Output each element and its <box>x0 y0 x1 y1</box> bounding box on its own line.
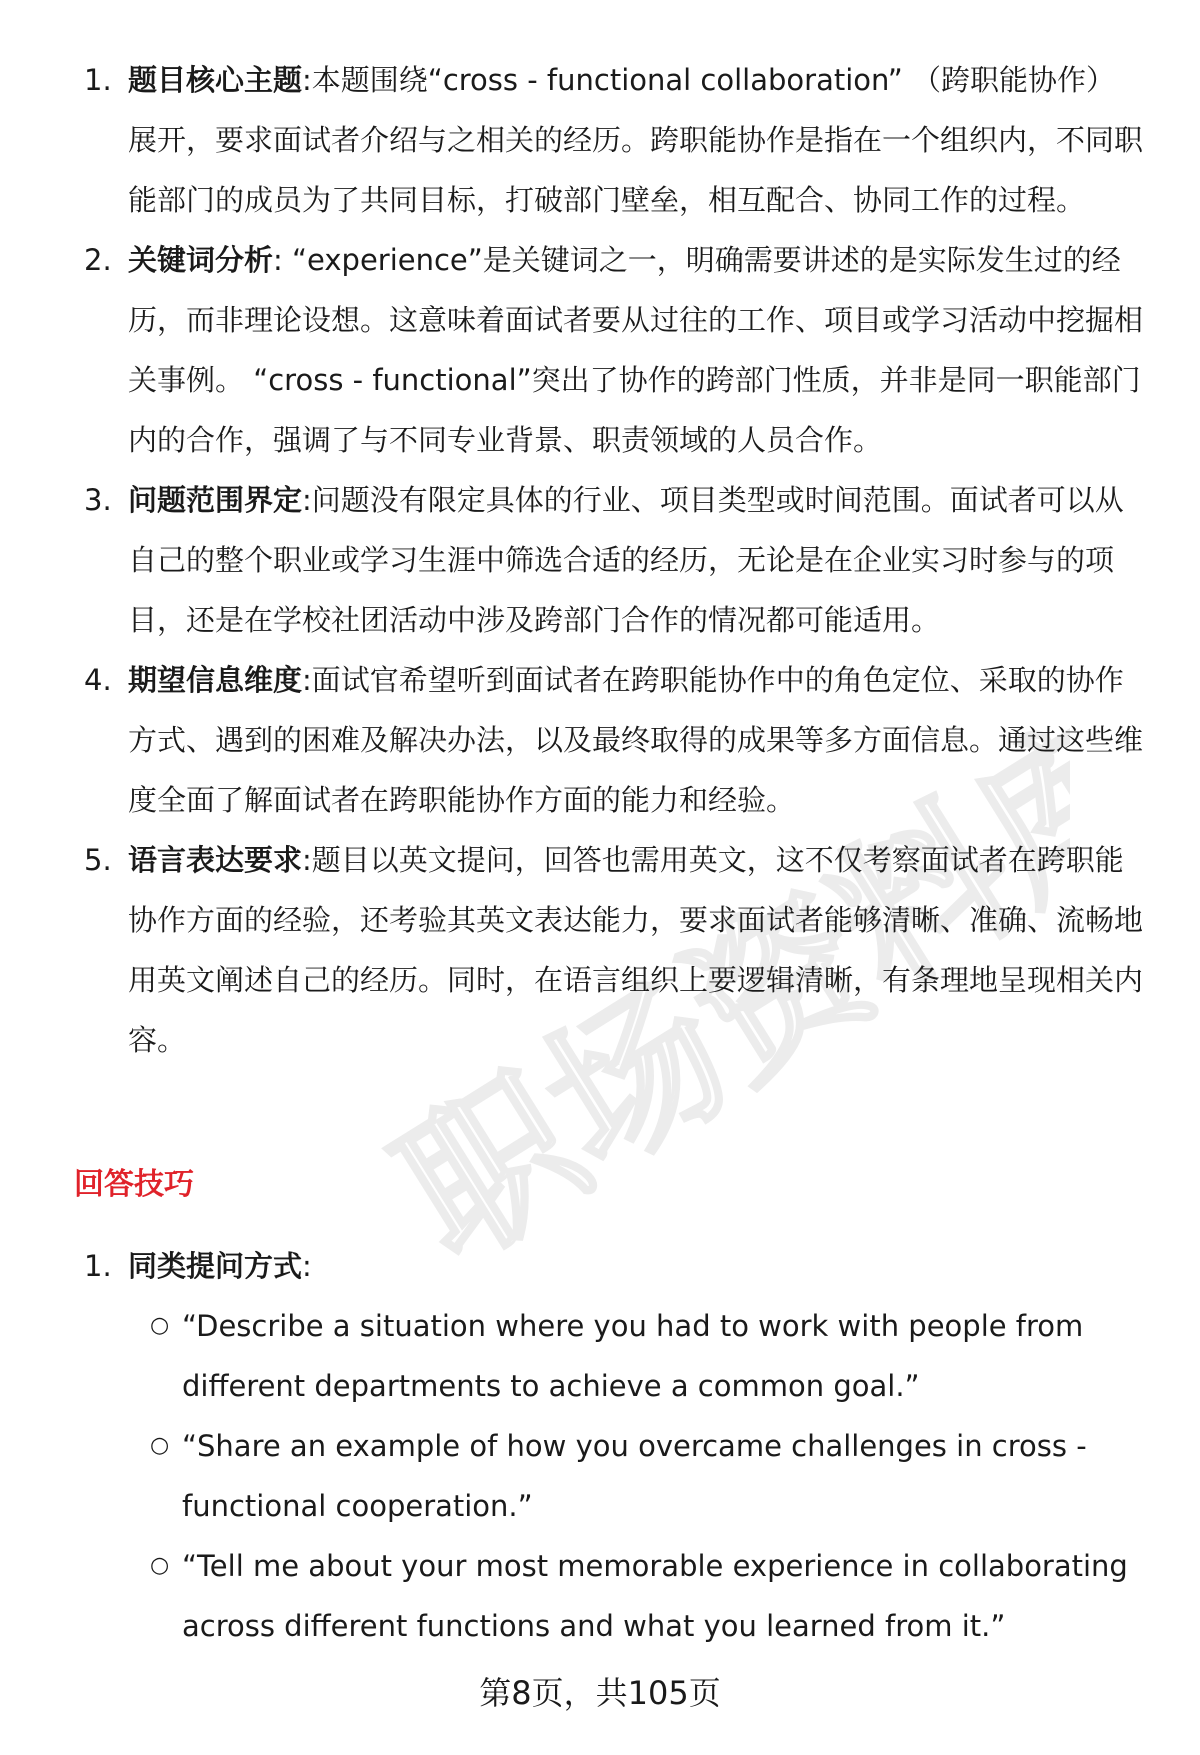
item-term: 期望信息维度 <box>128 663 303 697</box>
item-number: 5. <box>84 843 112 877</box>
item-number: 1. <box>84 1249 112 1283</box>
item-text: 本题围绕“cross - functional collaboration” （跨职能协作）展开，要求面试者介绍与之相关的经历。跨职能协作是指在一个组织内，不同职能部门的成员为了共同目标，打破部门壁垒，相互配合、协同工作的过程。 <box>128 63 1144 217</box>
item-separator: : <box>273 243 293 277</box>
item-term: 同类提问方式 <box>128 1249 303 1283</box>
circle-bullet-icon: ○ <box>150 1553 170 1578</box>
example-question: “Describe a situation where you had to work with people from different departments to achieve a common goal.” <box>182 1309 1084 1403</box>
item-term: 关键词分析 <box>128 243 274 277</box>
item-number: 2. <box>84 243 112 277</box>
item-number: 1. <box>84 63 112 97</box>
example-question: “Share an example of how you overcame challenges in cross - functional cooperation.” <box>182 1429 1087 1523</box>
list-item <box>0 230 1200 470</box>
circle-bullet-icon: ○ <box>150 1433 170 1458</box>
watermark-text: 职场资料库 <box>368 679 1070 1260</box>
item-term: 语言表达要求 <box>128 843 303 877</box>
item-number: 4. <box>84 663 112 697</box>
item-separator: : <box>302 843 312 877</box>
list-item <box>0 1236 1200 1296</box>
tips-list <box>0 1236 1200 1656</box>
list-item <box>0 50 1200 230</box>
item-term: 题目核心主题 <box>128 63 303 97</box>
item-separator: : <box>302 663 312 697</box>
sub-list-item <box>0 1296 1200 1416</box>
item-term: 问题范围界定 <box>128 483 303 517</box>
item-text: 问题没有限定具体的行业、项目类型或时间范围。面试者可以从自己的整个职业或学习生涯中筛选合适的经历，无论是在企业实习时参与的项目，还是在学校社团活动中涉及跨部门合作的情况都可能适用。 <box>128 483 1124 637</box>
item-text: “experience”是关键词之一，明确需要讲述的是实际发生过的经历，而非理论设想。这意味着面试者要从过往的工作、项目或学习活动中挖掘相关事例。 “cross - functional”突出了协作的跨部门性质，并非是同一职能部门内的合作，强调了与不同专业背景、职责领域的人员合作。 <box>128 243 1144 457</box>
analysis-list <box>0 50 1200 1070</box>
item-separator: : <box>302 63 312 97</box>
circle-bullet-icon: ○ <box>150 1313 170 1338</box>
section-heading: 回答技巧 <box>74 1167 194 1202</box>
list-item <box>0 830 1200 1070</box>
page-number: 第8页，共105页 <box>479 1674 721 1712</box>
list-item <box>0 470 1200 650</box>
sub-list-item <box>0 1536 1200 1656</box>
example-question: “Tell me about your most memorable experience in collaborating across different functions and what you learned from it.” <box>182 1549 1128 1643</box>
item-number: 3. <box>84 483 112 517</box>
item-text: 面试官希望听到面试者在跨职能协作中的角色定位、采取的协作方式、遇到的困难及解决办法，以及最终取得的成果等多方面信息。通过这些维度全面了解面试者在跨职能协作方面的能力和经验。 <box>128 663 1144 817</box>
item-text: 题目以英文提问，回答也需用英文，这不仅考察面试者在跨职能协作方面的经验，还考验其英文表达能力，要求面试者能够清晰、准确、流畅地用英文阐述自己的经历。同时，在语言组织上要逻辑清晰，有条理地呈现相关内容。 <box>128 843 1144 1057</box>
sub-list-item <box>0 1416 1200 1536</box>
item-separator: : <box>302 483 312 517</box>
item-separator: : <box>302 1249 312 1283</box>
list-item <box>0 650 1200 830</box>
